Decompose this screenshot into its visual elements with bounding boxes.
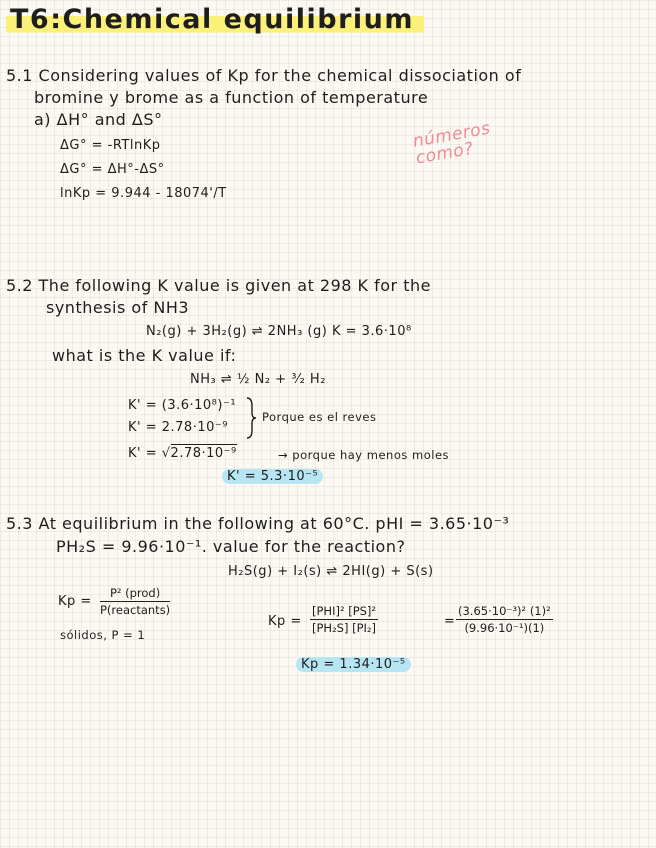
problem-5-2-line-2: synthesis of NH3 — [46, 298, 190, 317]
problem-5-1-line-2: bromine y brome as a function of temperature — [34, 88, 429, 107]
kp-pressure-fraction — [310, 604, 378, 635]
equation-gibbs-h-s: ΔG° = ΔH°-ΔS° — [60, 162, 165, 177]
problem-5-3-line-1: 5.3 At equilibrium in the following at 60°C. pHI = 3.65·10⁻³ — [6, 514, 510, 533]
equation-gibbs-rtlnk: ΔG° = -RTlnKp — [60, 138, 161, 153]
problem-5-2-line-1: 5.2 The following K value is given at 298 K for the — [6, 276, 431, 295]
kp-label: Kp = — [58, 594, 92, 609]
fewer-moles-note: → porque hay menos moles — [278, 448, 450, 462]
answer-5-3: Kp = 1.34·10⁻⁵ — [296, 657, 411, 672]
equilibrium-reaction: H₂S(g) + I₂(s) ⇌ 2HI(g) + S(s) — [228, 564, 434, 579]
problem-5-1-part-a: a) ΔH° and ΔS° — [34, 110, 163, 129]
k-prime-inverse: K' = (3.6·10⁸)⁻¹ — [128, 398, 237, 413]
k-prime-sqrt-radicand: 2.78·10⁻⁹ — [170, 446, 237, 461]
problem-5-3-line-2: PH₂S = 9.96·10⁻¹. value for the reaction? — [56, 537, 406, 556]
k-prime-value: K' = 2.78·10⁻⁹ — [128, 420, 228, 435]
equals-sign: = — [444, 614, 456, 629]
kp-numeric-fraction — [456, 604, 553, 635]
problem-5-2-question: what is the K value if: — [52, 346, 237, 365]
answer-5-2: K' = 5.3·10⁻⁵ — [222, 469, 323, 484]
kp-pressure-denominator: [PH₂S] [PI₂] — [312, 621, 377, 635]
kp-general-fraction — [100, 586, 170, 617]
kp-pressure-numerator: [PHI]² [PS]² — [312, 604, 377, 618]
curly-brace — [244, 396, 258, 440]
page-title: T6:Chemical equilibrium — [6, 4, 424, 35]
kp-general-denominator: P(reactants) — [100, 603, 171, 617]
kp-numeric-denominator: (9.96·10⁻¹)(1) — [464, 621, 545, 635]
solids-note: sólidos, P = 1 — [60, 628, 146, 642]
brace-note: Porque es el reves — [262, 410, 377, 424]
k-prime-sqrt-prefix: K' = √ — [128, 446, 171, 461]
kp-general-numerator: P² (prod) — [100, 586, 170, 602]
pink-margin-note: números como? — [411, 118, 492, 169]
equation-lnkp: lnKp = 9.944 - 18074'/T — [60, 186, 227, 201]
kp-expression-label: Kp = — [268, 614, 302, 629]
k-prime-sqrt — [128, 446, 237, 461]
problem-5-1-line-1: 5.1 Considering values of Kp for the chemical dissociation of — [6, 66, 522, 85]
kp-numeric-numerator: (3.65·10⁻³)² (1)² — [458, 604, 551, 618]
reverse-reaction: NH₃ ⇌ ½ N₂ + ³⁄₂ H₂ — [190, 372, 326, 387]
synthesis-reaction: N₂(g) + 3H₂(g) ⇌ 2NH₃ (g) K = 3.6·10⁸ — [146, 324, 412, 339]
